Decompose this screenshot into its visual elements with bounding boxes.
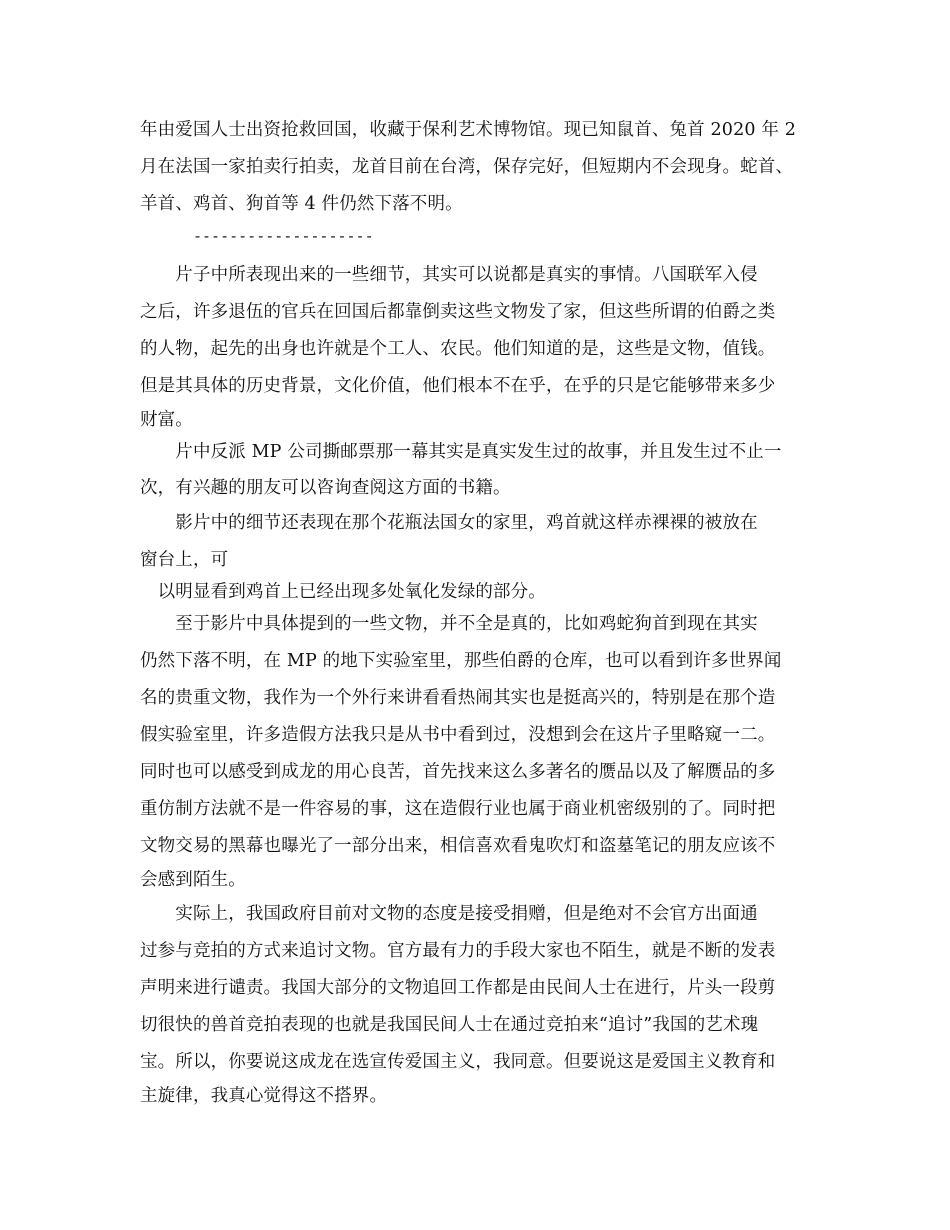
text-line: 片中反派 MP 公司撕邮票那一幕其实是真实发生过的故事，并且发生过不止一 [140, 442, 782, 462]
text-line: 重仿制方法就不是一件容易的事，这在造假行业也属于商业机密级别的了。同时把 [140, 799, 776, 819]
text-line: 主旋律，我真心觉得这不搭界。 [140, 1086, 388, 1106]
text-line: 仍然下落不明，在 MP 的地下实验室里，那些伯爵的仓库，也可以看到许多世界闻 [140, 651, 782, 671]
text-line: 同时也可以感受到成龙的用心良苦，首先找来这么多著名的赝品以及了解赝品的多 [140, 762, 776, 782]
text-line: 切很快的兽首竞拍表现的也就是我国民间人士在通过竞拍来“追讨”我国的艺术瑰 [140, 1015, 759, 1035]
text-line: 财富。 [140, 410, 193, 430]
text-line: 过参与竞拍的方式来追讨文物。官方最有力的手段大家也不陌生，就是不断的发表 [140, 941, 776, 961]
text-line: 片子中所表现出来的一些细节，其实可以说都是真实的事情。八国联军入侵 [140, 265, 758, 285]
text-line: 名的贵重文物，我作为一个外行来讲看看热闹其实也是挺高兴的，特别是在那个造 [140, 688, 776, 708]
text-line: 的人物，起先的出身也许就是个工人、农民。他们知道的是，这些是文物，值钱。 [140, 339, 776, 359]
text-line: 假实验室里，许多造假方法我只是从书中看到过，没想到会在这片子里略窥一二。 [140, 725, 776, 745]
text-line: 宝。所以，你要说这成龙在选宣传爱国主义，我同意。但要说这是爱国主义教育和 [140, 1052, 776, 1072]
text-line: 至于影片中具体提到的一些文物，并不全是真的，比如鸡蛇狗首到现在其实 [140, 614, 758, 634]
section-divider: -------------------- [193, 227, 374, 245]
text-line: 实际上，我国政府目前对文物的态度是接受捐赠，但是绝对不会官方出面通 [140, 904, 758, 924]
text-line: 会感到陌生。 [140, 870, 246, 890]
text-line: 月在法国一家拍卖行拍卖，龙首目前在台湾，保存完好，但短期内不会现身。蛇首、 [140, 157, 794, 177]
text-line: 声明来进行谴责。我国大部分的文物追回工作都是由民间人士在进行，片头一段剪 [140, 978, 776, 998]
text-line: 影片中的细节还表现在那个花瓶法国女的家里，鸡首就这样赤裸裸的被放在 [140, 513, 758, 533]
text-line: 年由爱国人士出资抢救回国，收藏于保利艺术博物馆。现已知鼠首、兔首 2020 年 2 [140, 120, 797, 140]
text-line: 以明显看到鸡首上已经出现多处氧化发绿的部分。 [140, 582, 546, 602]
text-line: 次，有兴趣的朋友可以咨询查阅这方面的书籍。 [140, 478, 511, 498]
text-line: 但是其具体的历史背景，文化价值，他们根本不在乎，在乎的只是它能够带来多少 [140, 376, 776, 396]
text-line: 窗台上，可 [140, 550, 229, 570]
text-line: 文物交易的黑幕也曝光了一部分出来，相信喜欢看鬼吹灯和盗墓笔记的朋友应该不 [140, 836, 776, 856]
text-line: 之后，许多退伍的官兵在回国后都靠倒卖这些文物发了家，但这些所谓的伯爵之类 [140, 302, 776, 322]
text-line: 羊首、鸡首、狗首等 4 件仍然下落不明。 [140, 194, 463, 214]
